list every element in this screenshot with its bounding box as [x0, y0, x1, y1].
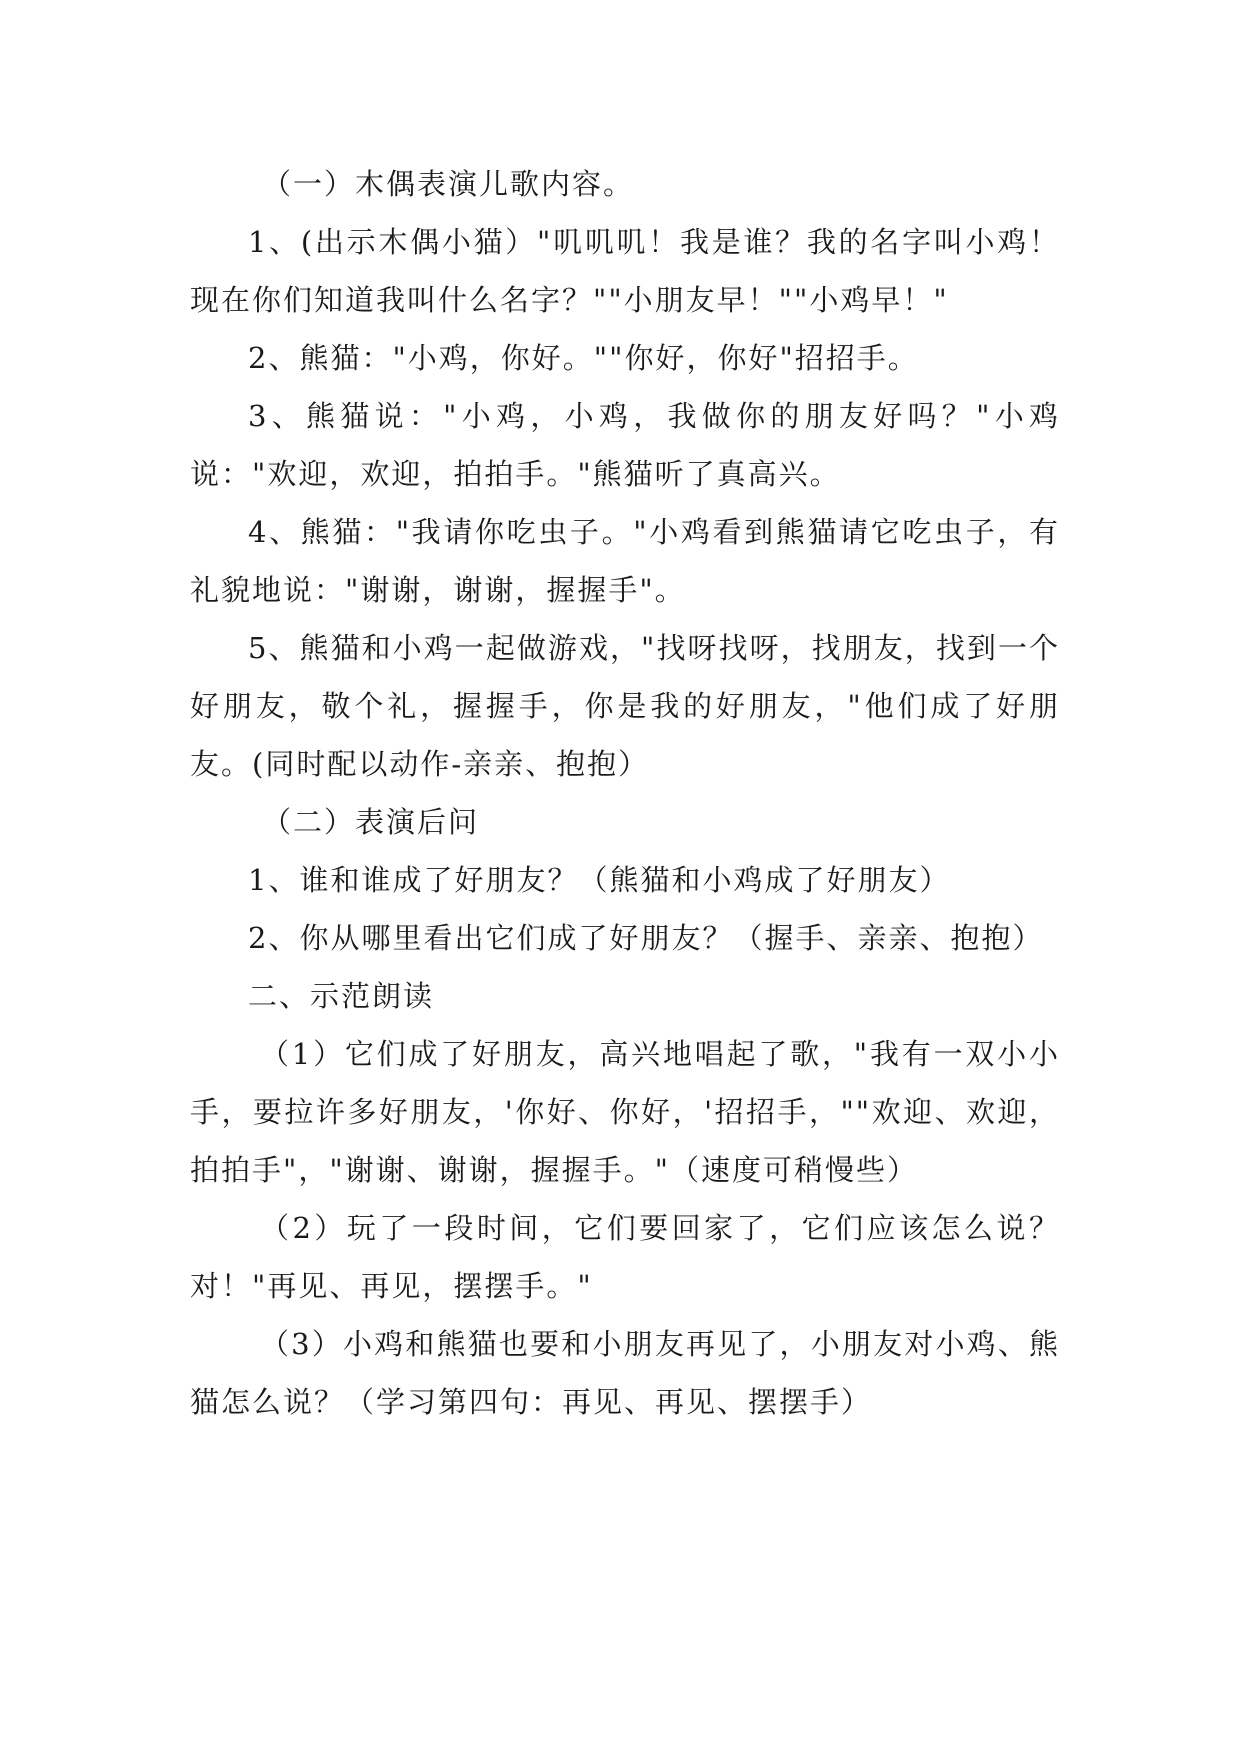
paragraph-item-3: 3、熊猫说："小鸡，小鸡，我做你的朋友好吗？"小鸡说："欢迎，欢迎，拍拍手。"熊猫听了真高兴。 — [190, 399, 1060, 491]
paragraph-item-2: 2、熊猫："小鸡，你好。""你好，你好"招招手。 — [248, 341, 919, 375]
paragraph-item-4: 4、熊猫："我请你吃虫子。"小鸡看到熊猫请它吃虫子，有礼貌地说："谢谢，谢谢，握握手"。 — [190, 515, 1060, 607]
section-two-heading: （二）表演后问 — [262, 805, 480, 839]
paragraph-item-5: 5、熊猫和小鸡一起做游戏，"找呀找呀，找朋友，找到一个好朋友，敬个礼，握握手，你是我的好朋友，"他们成了好朋友。(同时配以动作-亲亲、抱抱） — [190, 631, 1060, 781]
document-body — [190, 155, 1060, 1431]
section-one-heading: （一）木偶表演儿歌内容。 — [262, 167, 635, 201]
question-1: 1、谁和谁成了好朋友？（熊猫和小鸡成了好朋友） — [248, 863, 951, 897]
part-two-heading: 二、示范朗读 — [248, 979, 435, 1013]
question-2: 2、你从哪里看出它们成了好朋友？（握手、亲亲、抱抱） — [248, 921, 1044, 955]
reading-2: （2）玩了一段时间，它们要回家了，它们应该怎么说？对！"再见、再见，摆摆手。" — [190, 1211, 1060, 1303]
paragraph-item-1: 1、(出示木偶小猫）"叽叽叽！我是谁？我的名字叫小鸡！现在你们知道我叫什么名字？""小朋友早！""小鸡早！" — [190, 225, 1060, 317]
reading-3: （3）小鸡和熊猫也要和小朋友再见了，小朋友对小鸡、熊猫怎么说？（学习第四句：再见、再见、摆摆手） — [190, 1327, 1060, 1419]
reading-1: （1）它们成了好朋友，高兴地唱起了歌，"我有一双小小手，要拉许多好朋友，'你好、你好，'招招手，""欢迎、欢迎，拍拍手"，"谢谢、谢谢，握握手。"（速度可稍慢些） — [190, 1037, 1060, 1187]
